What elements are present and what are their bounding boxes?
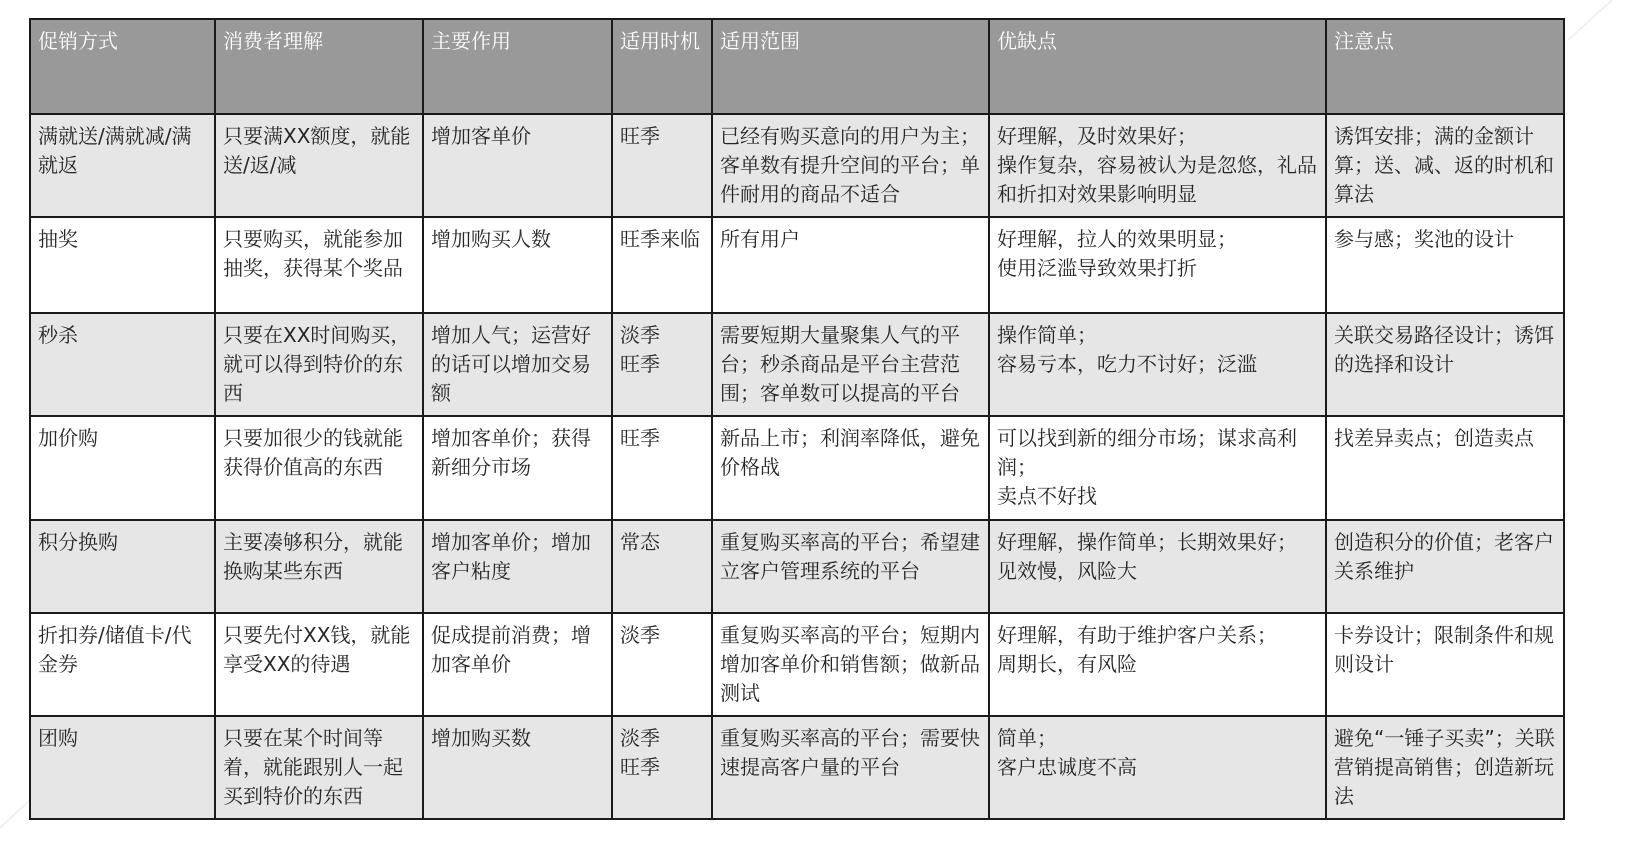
cell-scope: 需要短期大量聚集人气的平台；秒杀商品是平台主营范围；客单数可以提高的平台 <box>712 313 989 416</box>
table-row <box>30 313 1564 416</box>
cell-pros-cons: 简单； 客户忠诚度不高 <box>989 716 1326 819</box>
header-cell-main-function: 主要作用 <box>423 19 612 114</box>
table-row <box>30 520 1564 613</box>
cell-notes: 诱饵安排；满的金额计算；送、减、返的时机和算法 <box>1326 114 1564 217</box>
cell-promotion-method: 积分换购 <box>30 520 215 613</box>
header-cell-timing: 适用时机 <box>612 19 712 114</box>
cell-notes: 避免“一锤子买卖”；关联营销提高销售；创造新玩法 <box>1326 716 1564 819</box>
cell-notes: 找差异卖点；创造卖点 <box>1326 416 1564 520</box>
cell-consumer-understanding: 只要购买，就能参加抽奖，获得某个奖品 <box>215 217 423 313</box>
cell-scope: 所有用户 <box>712 217 989 313</box>
cell-promotion-method: 折扣券/储值卡/代金券 <box>30 613 215 716</box>
cell-promotion-method: 秒杀 <box>30 313 215 416</box>
cell-promotion-method: 团购 <box>30 716 215 819</box>
table-row <box>30 416 1564 520</box>
cell-pros-cons: 可以找到新的细分市场；谋求高利润； 卖点不好找 <box>989 416 1326 520</box>
cell-promotion-method: 抽奖 <box>30 217 215 313</box>
cell-timing: 旺季 <box>612 114 712 217</box>
table-row <box>30 217 1564 313</box>
table-row <box>30 613 1564 716</box>
cell-pros-cons: 好理解，有助于维护客户关系； 周期长，有风险 <box>989 613 1326 716</box>
table-row <box>30 716 1564 819</box>
cell-main-function: 增加客单价 <box>423 114 612 217</box>
cell-consumer-understanding: 主要凑够积分，就能换购某些东西 <box>215 520 423 613</box>
cell-promotion-method: 满就送/满就减/满就返 <box>30 114 215 217</box>
cell-consumer-understanding: 只要在XX时间购买，就可以得到特价的东西 <box>215 313 423 416</box>
cell-timing: 淡季 旺季 <box>612 716 712 819</box>
cell-timing: 常态 <box>612 520 712 613</box>
cell-scope: 新品上市；利润率降低，避免价格战 <box>712 416 989 520</box>
header-cell-promotion-method: 促销方式 <box>30 19 215 114</box>
header-cell-scope: 适用范围 <box>712 19 989 114</box>
table-row <box>30 114 1564 217</box>
cell-timing: 旺季来临 <box>612 217 712 313</box>
cell-consumer-understanding: 只要加很少的钱就能获得价值高的东西 <box>215 416 423 520</box>
cell-main-function: 增加购买数 <box>423 716 612 819</box>
cell-scope: 重复购买率高的平台；短期内增加客单价和销售额；做新品测试 <box>712 613 989 716</box>
cell-main-function: 增加客单价；获得新细分市场 <box>423 416 612 520</box>
promotion-methods-table <box>29 18 1565 820</box>
cell-main-function: 促成提前消费；增加客单价 <box>423 613 612 716</box>
cell-pros-cons: 操作简单； 容易亏本，吃力不讨好；泛滥 <box>989 313 1326 416</box>
cell-scope: 重复购买率高的平台；需要快速提高客户量的平台 <box>712 716 989 819</box>
cell-scope: 已经有购买意向的用户为主；客单数有提升空间的平台；单件耐用的商品不适合 <box>712 114 989 217</box>
cell-notes: 参与感；奖池的设计 <box>1326 217 1564 313</box>
cell-pros-cons: 好理解，及时效果好； 操作复杂，容易被认为是忽悠，礼品和折扣对效果影响明显 <box>989 114 1326 217</box>
cell-promotion-method: 加价购 <box>30 416 215 520</box>
background-diagonal-line <box>1568 0 1612 40</box>
cell-main-function: 增加购买人数 <box>423 217 612 313</box>
background-diagonal-line <box>0 800 30 828</box>
table-header-row <box>30 19 1564 114</box>
cell-consumer-understanding: 只要满XX额度，就能送/返/减 <box>215 114 423 217</box>
cell-notes: 卡券设计；限制条件和规则设计 <box>1326 613 1564 716</box>
cell-notes: 创造积分的价值；老客户关系维护 <box>1326 520 1564 613</box>
cell-pros-cons: 好理解，操作简单；长期效果好； 见效慢，风险大 <box>989 520 1326 613</box>
cell-pros-cons: 好理解，拉人的效果明显； 使用泛滥导致效果打折 <box>989 217 1326 313</box>
cell-timing: 旺季 <box>612 416 712 520</box>
cell-notes: 关联交易路径设计；诱饵的选择和设计 <box>1326 313 1564 416</box>
cell-timing: 淡季 旺季 <box>612 313 712 416</box>
cell-scope: 重复购买率高的平台；希望建立客户管理系统的平台 <box>712 520 989 613</box>
cell-consumer-understanding: 只要先付XX钱，就能享受XX的待遇 <box>215 613 423 716</box>
cell-consumer-understanding: 只要在某个时间等着，就能跟别人一起买到特价的东西 <box>215 716 423 819</box>
cell-main-function: 增加客单价；增加客户粘度 <box>423 520 612 613</box>
cell-timing: 淡季 <box>612 613 712 716</box>
header-cell-consumer-understanding: 消费者理解 <box>215 19 423 114</box>
cell-main-function: 增加人气；运营好的话可以增加交易额 <box>423 313 612 416</box>
header-cell-notes: 注意点 <box>1326 19 1564 114</box>
header-cell-pros-cons: 优缺点 <box>989 19 1326 114</box>
